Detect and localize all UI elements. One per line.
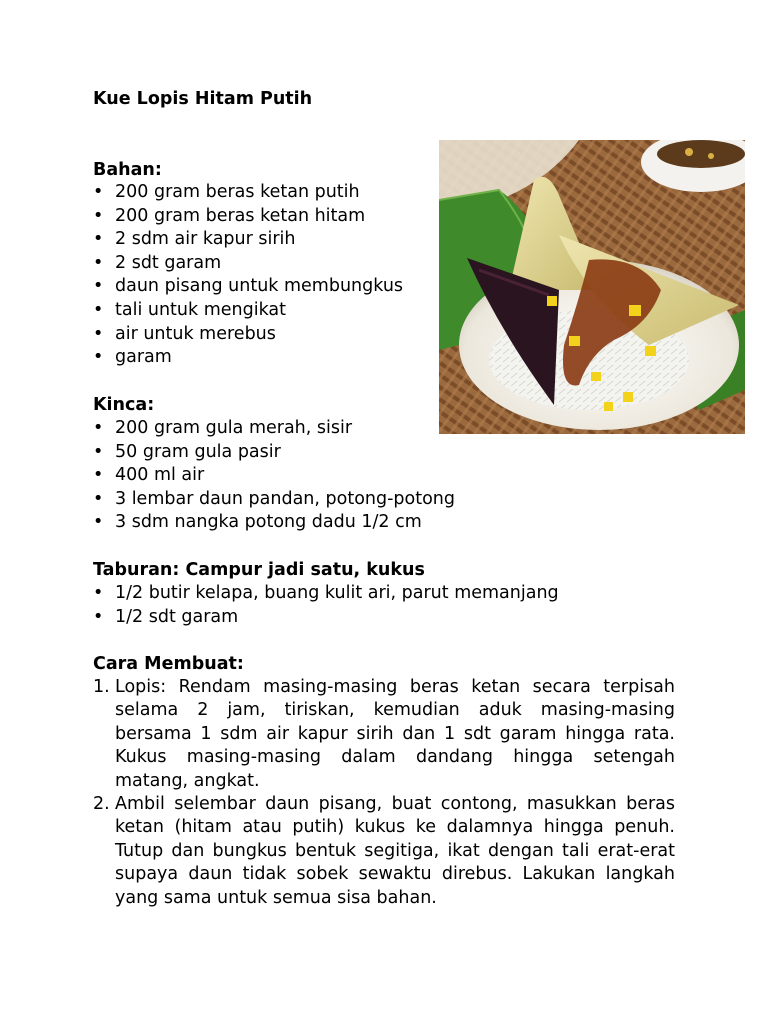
bahan-heading: Bahan: — [93, 160, 162, 180]
kinca-heading: Kinca: — [93, 395, 155, 415]
list-item: • 200 gram beras ketan hitam — [93, 205, 403, 229]
list-item: • daun pisang untuk membungkus — [93, 275, 403, 299]
food-photo — [439, 140, 745, 434]
step-text: Lopis: Rendam masing-masing beras ketan secara terpisah selama 2 jam, tiriskan, kemudian aduk masing-masing bersama 1 sdm air kapur sirih dan 1 sdt garam hingga rata. Kukus masing-masing dalam dandang hingga setengah matang, angkat. — [115, 677, 675, 791]
food-photo-illustration — [439, 140, 745, 434]
list-item: • 200 gram beras ketan putih — [93, 181, 403, 205]
kinca-list — [93, 417, 455, 535]
step-text: Ambil selembar daun pisang, buat contong, masukkan beras ketan (hitam atau putih) kukus ke dalamnya hingga penuh. Tutup dan bungkus bentuk segitiga, ikat dengan tali erat-erat supaya daun tidak sobek sewaktu direbus. Lakukan langkah yang sama untuk semua sisa bahan. — [115, 794, 675, 908]
bahan-list — [93, 181, 403, 370]
taburan-list — [93, 582, 559, 629]
list-item: • garam — [93, 346, 403, 370]
list-item: • tali untuk mengikat — [93, 299, 403, 323]
list-item: • 2 sdt garam — [93, 252, 403, 276]
step-item — [93, 793, 675, 910]
list-item: • 3 sdm nangka potong dadu 1/2 cm — [93, 511, 455, 535]
list-item: • 2 sdm air kapur sirih — [93, 228, 403, 252]
list-item: • 1/2 butir kelapa, buang kulit ari, parut memanjang — [93, 582, 559, 606]
recipe-title: Kue Lopis Hitam Putih — [93, 89, 313, 109]
list-item: • 3 lembar daun pandan, potong-potong — [93, 488, 455, 512]
cara-heading: Cara Membuat: — [93, 654, 244, 674]
taburan-heading: Taburan: Campur jadi satu, kukus — [93, 560, 425, 580]
step-number: 2. — [93, 794, 110, 815]
list-item: • 50 gram gula pasir — [93, 441, 455, 465]
steps-list — [93, 676, 675, 910]
list-item: • 400 ml air — [93, 464, 455, 488]
list-item: • 200 gram gula merah, sisir — [93, 417, 455, 441]
list-item: • 1/2 sdt garam — [93, 606, 559, 630]
step-number: 1. — [93, 677, 110, 697]
step-item — [93, 676, 675, 793]
list-item: • air untuk merebus — [93, 323, 403, 347]
